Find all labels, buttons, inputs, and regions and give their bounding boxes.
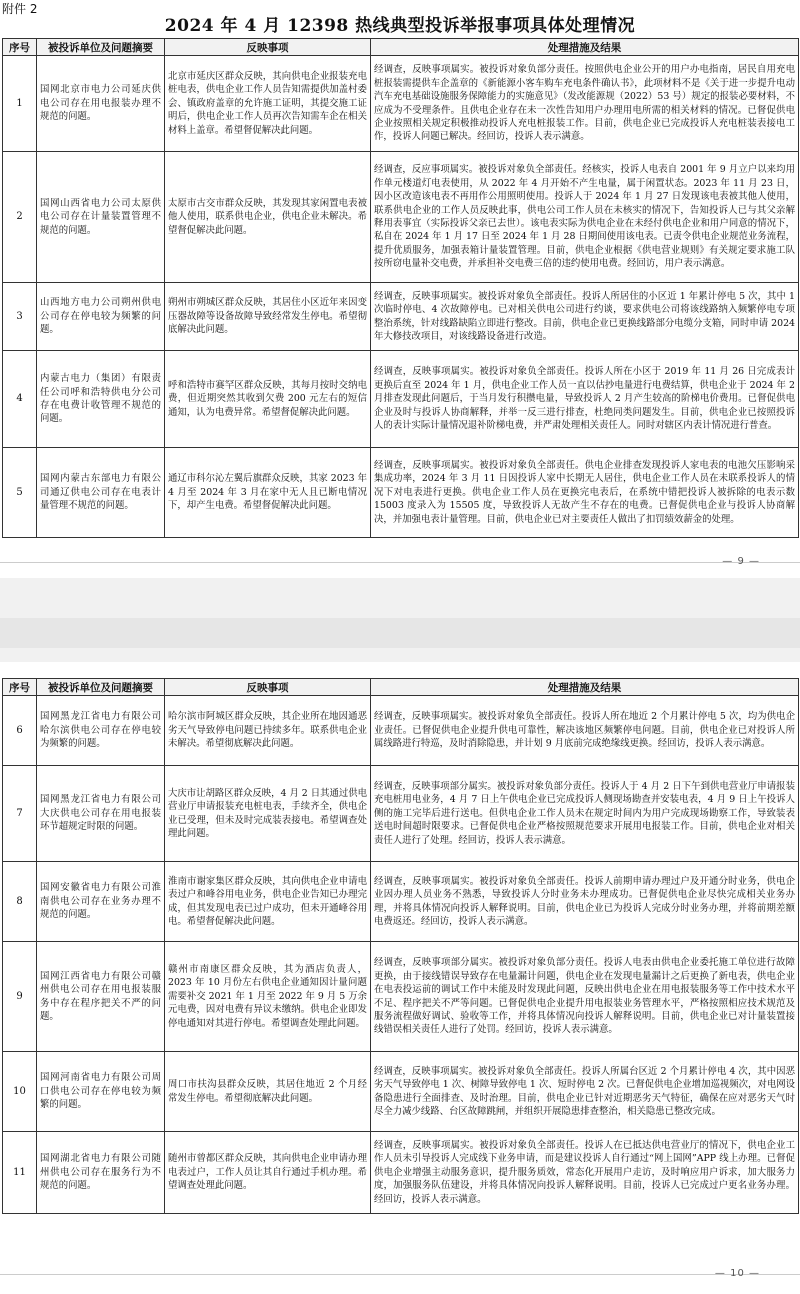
table-header-row bbox=[3, 679, 799, 696]
table-row bbox=[3, 766, 799, 862]
table-row bbox=[3, 942, 799, 1052]
row-number: 3 bbox=[3, 283, 37, 351]
row-number: 6 bbox=[3, 696, 37, 766]
col-header-result: 处理措施及结果 bbox=[371, 39, 799, 56]
row-result: 经调查，反映事项属实。被投诉对象负部分责任。按照供电企业公开的用户办电指南，居民自用充电桩报装需提供车企盖章的《新能源小客车购车充电条件确认书》，此项材料不是《关于进一步提升电动汽车充电基础设施服务保障能力的实施意见》（发改能源规（2022）53 号）规定的报装必要材料，不应成为不受理条件。且供电企业存在未一次性告知用户办理用电所需的相关材料的情况。已督促供电企业按照相关规定积极推动投诉人充电桩报装工作。目前，供电企业已完成投诉人充电桩装表接电工作，投诉人问题已解决。经回访，投诉人表示满意。 bbox=[371, 56, 799, 152]
row-number: 7 bbox=[3, 766, 37, 862]
table-row bbox=[3, 1052, 799, 1132]
col-header-unit: 被投诉单位及问题摘要 bbox=[37, 679, 165, 696]
col-header-unit: 被投诉单位及问题摘要 bbox=[37, 39, 165, 56]
col-header-result: 处理措施及结果 bbox=[371, 679, 799, 696]
row-issue: 大庆市让胡路区群众反映，4 月 2 日其通过供电营业厅申请报装充电桩电表，手续齐全，供电企业已受理，但未及时完成装表接电。希望调查处理此问题。 bbox=[165, 766, 371, 862]
row-number: 4 bbox=[3, 351, 37, 448]
attachment-label: 附件 2 bbox=[2, 2, 38, 16]
document-page-9 bbox=[0, 0, 800, 578]
row-result: 经调查，反映事项属实。被投诉对象负全部责任。投诉人所在小区于 2019 年 11 月 26 日完成表计更换后直至 2024 年 1 月，供电企业工作人员一直以估抄电量进行电费结算，供电企业于 2024 年 2 月排查发现此问题后，于当月发行积攒电量，导致投诉人 2 月产生较高的阶梯电价费用。已督促供电企业及时与投诉人协商解释，并举一反三进行排查，杜绝同类问题发生。目前，供电企业已按照投诉人的表计实际计量情况退补阶梯电费，并严肃处理相关责任人。同时对辖区内表计情况进行普查。 bbox=[371, 351, 799, 448]
row-unit: 国网河南省电力有限公司周口供电公司存在停电较为频繁的问题。 bbox=[37, 1052, 165, 1132]
row-unit: 国网山西省电力公司太原供电公司存在计量装置管理不规范的问题。 bbox=[37, 152, 165, 283]
page-gap-band bbox=[0, 618, 800, 648]
row-unit: 国网北京市电力公司延庆供电公司存在用电报装办理不规范的问题。 bbox=[37, 56, 165, 152]
row-issue: 北京市延庆区群众反映，其向供电企业报装充电桩电表，供电企业工作人员告知需提供加盖村委会、镇政府盖章的允许施工证明，其提交施工证明后，供电企业工作人员再次告知需车企在相关材料上盖章。希望督促解决此问题。 bbox=[165, 56, 371, 152]
table-header-row bbox=[3, 39, 799, 56]
row-issue: 周口市扶沟县群众反映，其居住地近 2 个月经常发生停电。希望彻底解决此问题。 bbox=[165, 1052, 371, 1132]
row-unit: 国网内蒙古东部电力有限公司通辽供电公司存在电表计量管理不规范的问题。 bbox=[37, 448, 165, 538]
row-issue: 通辽市科尔沁左翼后旗群众反映，其家 2023 年 4 月至 2024 年 3 月在家中无人且已断电情况下，却产生电费。希望督促解决此问题。 bbox=[165, 448, 371, 538]
document-page-10 bbox=[0, 662, 800, 1294]
row-unit: 山西地方电力公司朔州供电公司存在停电较为频繁的问题。 bbox=[37, 283, 165, 351]
row-result: 经调查，反映事项部分属实。被投诉对象负部分责任。投诉人电表由供电企业委托施工单位进行故障更换，由于接线错误导致存在电量漏计问题，供电企业在发现电量漏计之后更换了新电表，供电企业在电表投运前的调试工作中未能及时发现此问题，反映出供电企业在用电报装服务等工作中技术水平不足、程序把关不严等问题。已督促供电企业提升用电报装业务管理水平，严格按照相应技术规范及服务流程做好调试、验收等工作，并将具体情况向投诉人解释说明。目前，供电企业已对计量装置接线错误相关责任人进行了处罚。经回访，投诉人表示满意。 bbox=[371, 942, 799, 1052]
col-header-no: 序号 bbox=[3, 39, 37, 56]
row-unit: 国网黑龙江省电力有限公司大庆供电公司存在用电报装环节超规定时限的问题。 bbox=[37, 766, 165, 862]
table-row bbox=[3, 448, 799, 538]
row-issue: 呼和浩特市赛罕区群众反映，其每月按时交纳电费，但近期突然其收到欠费 200 元左右的短信通知，认为电费异常。希望督促解决此问题。 bbox=[165, 351, 371, 448]
col-header-issue: 反映事项 bbox=[165, 679, 371, 696]
row-number: 5 bbox=[3, 448, 37, 538]
page-divider bbox=[0, 1274, 800, 1275]
complaint-table-page-10 bbox=[2, 678, 799, 1214]
row-number: 10 bbox=[3, 1052, 37, 1132]
col-header-issue: 反映事项 bbox=[165, 39, 371, 56]
table-row bbox=[3, 152, 799, 283]
row-issue: 哈尔滨市阿城区群众反映，其企业所在地因通恶劣天气导致停电问题已持续多年。联系供电企业未解决。希望彻底解决此问题。 bbox=[165, 696, 371, 766]
table-body bbox=[3, 696, 799, 1214]
document-title: 2024 年 4 月 12398 热线典型投诉举报事项具体处理情况 bbox=[164, 16, 636, 36]
row-result: 经调查，反映事项属实。被投诉对象负全部责任。投诉人所在地近 2 个月累计停电 5 次，均为供电企业责任。已督促供电企业提升供电可靠性，解决该地区频繁停电问题。目前，供电企业已对投诉人所属线路进行特巡，及时消除隐患，并计划 9 月底前完成绝缘线更换。经回访，投诉人表示满意。 bbox=[371, 696, 799, 766]
row-issue: 朔州市朔城区群众反映，其居住小区近年来因变压器故障等设备故障导致经常发生停电。希望彻底解决此问题。 bbox=[165, 283, 371, 351]
row-number: 1 bbox=[3, 56, 37, 152]
row-result: 经调查，反映事项属实。被投诉对象负全部责任。投诉人在已抵达供电营业厅的情况下，供电企业工作人员未引导投诉人完成线下业务申请，而是建议投诉人自行通过“网上国网”APP 线上办理。已督促供电企业增强主动服务意识，提升服务质效，常态化开展用户走访，及时响应用户诉求，加大服务力度，加强服务队伍建设，并将具体情况向投诉人解释说明。目前，投诉人已完成过户更名业务办理。经回访，投诉人表示满意。 bbox=[371, 1132, 799, 1214]
page-divider bbox=[0, 562, 800, 563]
row-issue: 太原市古交市群众反映，其发现其家闲置电表被他人使用，联系供电企业，供电企业未解决。希望督促解决此问题。 bbox=[165, 152, 371, 283]
table-row bbox=[3, 56, 799, 152]
row-unit: 国网江西省电力有限公司赣州供电公司存在用电报装服务中存在程序把关不严的问题。 bbox=[37, 942, 165, 1052]
row-result: 经调查，反映事项属实。被投诉对象负全部责任。投诉人前期申请办理过户及开通分时业务，供电企业因办理人员业务不熟悉，导致投诉人分时业务未办理成功。已督促供电企业尽快完成相关业务办理，并将具体情况向投诉人解释说明。目前，供电企业已为投诉人完成分时业务办理，并将前期差额电费返还。经回访，投诉人表示满意。 bbox=[371, 862, 799, 942]
row-unit: 国网安徽省电力有限公司淮南供电公司存在业务办理不规范的问题。 bbox=[37, 862, 165, 942]
row-result: 经调查，反应事项属实。被投诉对象负全部责任。经核实，投诉人电表自 2001 年 9 月立户以来均用作单元楼道灯电表使用，从 2022 年 4 月开始不产生电量，属于闲置状态。2023 年 11 月 23 日，因小区改造该电表不再用作公用照明使用。投诉人于 2024 年 1 月 27 日发现该电表被其他人使用，联系供电企业的工作人员反映此事，供电公司工作人员在未核实的情况下，告知投诉人已与其父亲解释用表事宜（实际投诉父亲已去世）。该电表实际为供电企业在未经付供电企业和用户同意的情况下，私自在 2024 年 1 月 17 日至 2024 年 1 月 28 日期间使用该电表。已责令供电企业规范业务流程，提升优质服务，加强表箱计量装置管理。目前，供电企业根据《供电营业规则》有关规定要求施工队按所窃电量补交电费，并承担补交电费三倍的违约使用电费。经回访，用户表示满意。 bbox=[371, 152, 799, 283]
row-unit: 内蒙古电力（集团）有限责任公司呼和浩特供电分公司存在电费计收管理不规范的问题。 bbox=[37, 351, 165, 448]
page-number: — 9 — bbox=[722, 556, 760, 567]
row-unit: 国网黑龙江省电力有限公司哈尔滨供电公司存在停电较为频繁的问题。 bbox=[37, 696, 165, 766]
page-gap bbox=[0, 578, 800, 662]
table-row bbox=[3, 696, 799, 766]
row-number: 9 bbox=[3, 942, 37, 1052]
row-result: 经调查，反映事项属实。被投诉对象负全部责任。投诉人所居住的小区近 1 年累计停电 5 次，其中 1 次临时停电、4 次故障停电。已对相关供电公司进行约谈，要求供电公司将该线路纳入频繁停电专项整治系统，针对线路缺陷立即进行整改。目前，供电企业已更换线路部分电缆分支箱，同时申请 2024 年大修技改项目，对该线路设备进行改造。 bbox=[371, 283, 799, 351]
table-body bbox=[3, 56, 799, 538]
row-issue: 随州市曾都区群众反映，其向供电企业申请办理电表过户，工作人员让其自行通过手机办理。希望调查处理此问题。 bbox=[165, 1132, 371, 1214]
row-issue: 淮南市谢家集区群众反映，其向供电企业申请电表过户和峰谷用电业务，供电企业告知已办理完成，但其发现电表已过户成功，但未开通峰谷用电。希望督促解决此问题。 bbox=[165, 862, 371, 942]
table-row bbox=[3, 1132, 799, 1214]
row-number: 2 bbox=[3, 152, 37, 283]
row-number: 11 bbox=[3, 1132, 37, 1214]
col-header-no: 序号 bbox=[3, 679, 37, 696]
row-result: 经调查，反映事项部分属实。被投诉对象负部分责任。投诉人于 4 月 2 日下午到供电营业厅申请报装充电桩用电业务，4 月 7 日上午供电企业已完成投诉人侧现场勘查并安装电表，4 月 9 日上午投诉人侧的施工完毕后进行送电。但供电企业工作人员未在规定时间内为用户完成现场勘察工作，导致装表送电时间超时限要求。已督促供电企业严格按照规范要求开展用电报装工作。目前，供电企业对相关责任人进行了处理。经回访，投诉人表示满意。 bbox=[371, 766, 799, 862]
table-row bbox=[3, 862, 799, 942]
complaint-table-page-9 bbox=[2, 38, 799, 538]
table-row bbox=[3, 351, 799, 448]
row-result: 经调查，反映事项属实。被投诉对象负全部责任。投诉人所属台区近 2 个月累计停电 4 次，其中因恶劣天气导致停电 1 次、树障导致停电 1 次、短时停电 2 次。已督促供电企业增加巡视频次，对电网设备隐患进行全面排查、及时治理。目前，供电企业已针对近期恶劣天气特征，确保在应对恶劣天气时尽全力减少线路、台区故障跳闸，并组织开展隐患排查整治，相关隐患已整改完成。 bbox=[371, 1052, 799, 1132]
table-row bbox=[3, 283, 799, 351]
row-result: 经调查，反映事项属实。被投诉对象负全部责任。供电企业排查发现投诉人家电表的电池欠压影响采集成功率，2024 年 3 月 11 日因投诉人家中长期无人居住，供电企业工作人员在未联系投诉人的情况下对电表进行更换。供电企业工作人员在更换完电表后，在系统中错把投诉人被拆除的电表示数 15003 度录入为 15505 度，导致投诉人无故产生不存在的电费。已督促供电企业与投诉人协商解决，并加强电表计量管理。目前，供电企业已对主要责任人做出了扣罚绩效薪金的处理。 bbox=[371, 448, 799, 538]
row-unit: 国网湖北省电力有限公司随州供电公司存在服务行为不规范的问题。 bbox=[37, 1132, 165, 1214]
page-number: — 10 — bbox=[714, 1268, 760, 1279]
row-issue: 赣州市南康区群众反映，其为酒店负责人，2023 年 10 月份左右供电企业通知因计量问题需要补交 2021 年 1 月至 2022 年 9 月 5 万余元电费，因对电费有异议未缴纳。供电企业即发停电通知对其进行停电。希望调查处理此问题。 bbox=[165, 942, 371, 1052]
row-number: 8 bbox=[3, 862, 37, 942]
